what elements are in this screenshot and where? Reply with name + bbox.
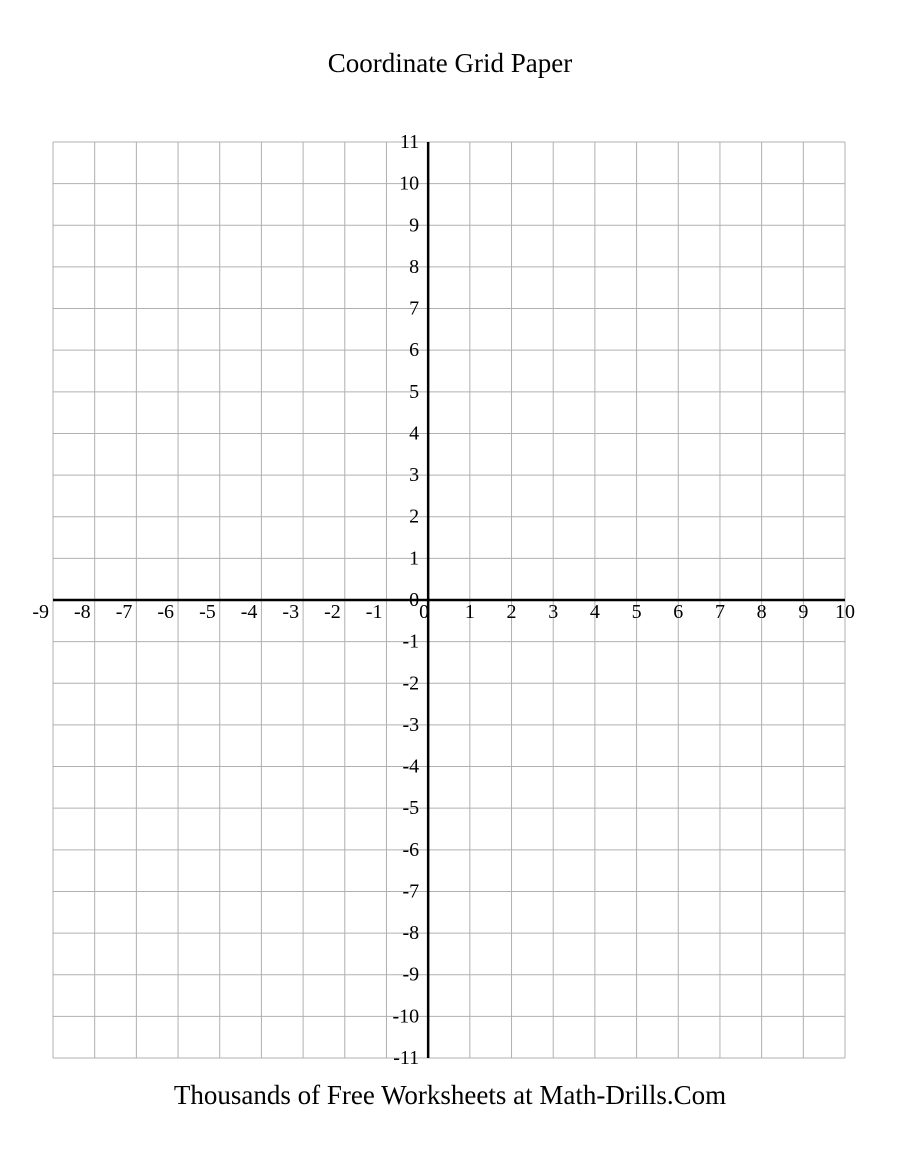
y-tick-label: 8 <box>409 255 420 278</box>
x-tick-label: -5 <box>199 601 216 623</box>
x-tick-label: 1 <box>464 601 475 623</box>
y-tick-label: -8 <box>402 922 420 945</box>
y-tick-label: 4 <box>409 422 420 445</box>
x-tick-label: -4 <box>240 601 258 623</box>
y-tick-label: -6 <box>402 838 420 861</box>
y-tick-label: -10 <box>392 1005 420 1028</box>
x-tick-label: -9 <box>32 601 49 623</box>
y-tick-label: -2 <box>402 672 420 695</box>
y-tick-label: -5 <box>402 797 420 820</box>
y-tick-label: 1 <box>409 547 420 570</box>
x-tick-label: 7 <box>714 601 725 623</box>
footer-text: Thousands of Free Worksheets at Math-Drills.Com <box>173 1080 727 1110</box>
x-tick-label: 6 <box>673 601 684 623</box>
y-tick-label: -11 <box>393 1047 420 1069</box>
y-tick-label: -7 <box>402 880 420 903</box>
y-tick-label: 10 <box>399 172 420 195</box>
x-tick-label: 2 <box>506 601 517 623</box>
x-tick-label: -1 <box>365 601 383 623</box>
x-tick-label: -3 <box>282 601 300 623</box>
x-tick-labels <box>32 601 855 623</box>
x-tick-label: -7 <box>115 601 133 623</box>
axes <box>53 142 845 1058</box>
x-tick-label: -8 <box>74 601 91 623</box>
x-tick-label: 10 <box>835 601 855 623</box>
y-tick-label: -9 <box>402 963 420 986</box>
y-tick-label: -3 <box>402 713 420 736</box>
y-tick-label: 5 <box>409 380 420 403</box>
x-tick-label: -2 <box>324 601 341 623</box>
y-tick-label: 2 <box>409 505 420 528</box>
y-tick-label: 6 <box>409 339 420 362</box>
x-tick-label: 5 <box>631 601 642 623</box>
y-tick-label: 7 <box>409 297 420 320</box>
y-tick-label: 3 <box>409 464 420 487</box>
x-tick-label: 9 <box>798 601 809 623</box>
y-tick-label: -1 <box>402 630 420 653</box>
y-tick-label: 0 <box>409 589 420 611</box>
y-tick-label: 9 <box>409 214 420 237</box>
y-tick-label: -4 <box>402 755 420 778</box>
y-tick-label: 11 <box>399 131 420 153</box>
x-tick-label: 3 <box>548 601 559 623</box>
x-tick-label: 8 <box>756 601 767 623</box>
page-title: Coordinate Grid Paper <box>327 48 573 78</box>
x-tick-label: 4 <box>589 601 600 623</box>
x-tick-label: -6 <box>157 601 175 623</box>
x-tick-label: 0 <box>419 601 430 623</box>
